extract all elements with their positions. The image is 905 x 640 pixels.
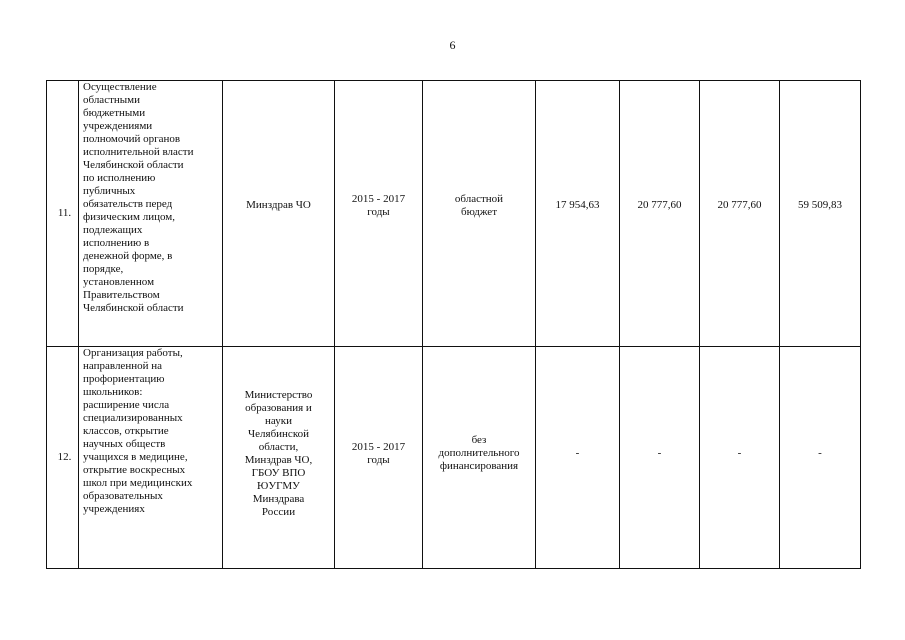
description-line: подлежащих [83,224,143,236]
description-line: научных обществ [83,438,166,450]
executor-line: Минздрав ЧО [246,199,311,211]
executor-line: Министерство [244,388,313,401]
page-number: 6 [449,38,456,52]
row-number-text: 12. [57,451,72,463]
activity-description [79,347,223,569]
description-line: школьников: [83,386,143,398]
funding-source [423,81,536,347]
description-line: профориентацию [83,373,165,385]
description-line: Организация работы, [83,347,183,359]
source-line: без [471,434,487,446]
row-number [47,347,79,569]
amount-2017-value: 20 777,60 [717,199,762,211]
period [335,81,423,347]
amount-2015-value: 17 954,63 [555,199,600,211]
executor-line: Минздрав ЧО, [244,453,313,466]
budget-table [46,80,861,569]
description-line: Правительством [83,289,160,301]
description-line: полномочий органов [83,133,181,145]
executor [223,81,335,347]
funding-source [423,347,536,569]
description-line: установленном [83,276,155,288]
period-line: годы [367,453,390,466]
executor-line: образования и [245,401,312,414]
table-row [47,347,861,569]
executor-line: Челябинской [247,427,309,440]
executor-line: науки [265,414,292,427]
description-line: порядке, [83,263,124,275]
description-line: открытие воскресных [83,464,186,476]
amount-2015 [536,347,620,569]
description-line: денежной форме, в [83,250,173,262]
source-line: бюджет [461,205,497,218]
description-line: публичных [83,185,136,197]
amount-2015 [536,81,620,347]
description-line: учреждениями [83,120,153,132]
executor [223,347,335,569]
description-line: по исполнению [83,172,156,184]
description-line: исполнительной власти [83,146,194,158]
amount-total [780,81,861,347]
description-line: Челябинской области [83,302,184,314]
executor-line: ЮУГМУ [257,479,300,492]
period-line: 2015 - 2017 [351,192,406,205]
table-row [47,81,861,347]
executor-line: Минздрава [252,492,305,505]
amount-2016 [620,81,700,347]
amount-total [780,347,861,569]
amount-total-value: 59 509,83 [798,199,842,211]
description-line: расширение числа [83,399,170,411]
description-line: школ при медицинских [83,477,193,489]
amount-2017 [700,81,780,347]
amount-2015-value: - [575,447,580,459]
description-line: образовательных [83,490,163,502]
description-line: физическим лицом, [83,211,176,223]
executor-line: России [261,505,296,518]
row-number [47,81,79,347]
source-line: дополнительного [438,447,520,459]
description-line: направленной на [83,360,162,372]
amount-2017 [700,347,780,569]
description-line: исполнению в [83,237,150,249]
executor-line: ГБОУ ВПО [251,466,306,479]
period [335,347,423,569]
amount-2016-value: - [657,447,662,459]
row-number-text: 11. [57,207,72,219]
amount-2017-value: - [737,447,742,459]
activity-description [79,81,223,347]
description-line: Челябинской области [83,159,184,171]
description-line: специализированных [83,412,183,424]
description-line: учреждениях [83,503,145,515]
description-line: областными [83,94,141,106]
description-line: классов, открытие [83,425,169,437]
amount-2016-value: 20 777,60 [637,199,682,211]
description-line: учащихся в медицине, [83,451,188,463]
amount-total-value: - [818,447,822,459]
description-line: бюджетными [83,107,146,119]
period-line: годы [367,205,390,218]
description-line: обязательств перед [83,198,173,210]
description-line: Осуществление [83,81,157,93]
source-line: финансирования [439,460,519,472]
amount-2016 [620,347,700,569]
source-line: областной [454,192,504,205]
period-line: 2015 - 2017 [351,440,406,453]
executor-line: области, [258,440,299,453]
